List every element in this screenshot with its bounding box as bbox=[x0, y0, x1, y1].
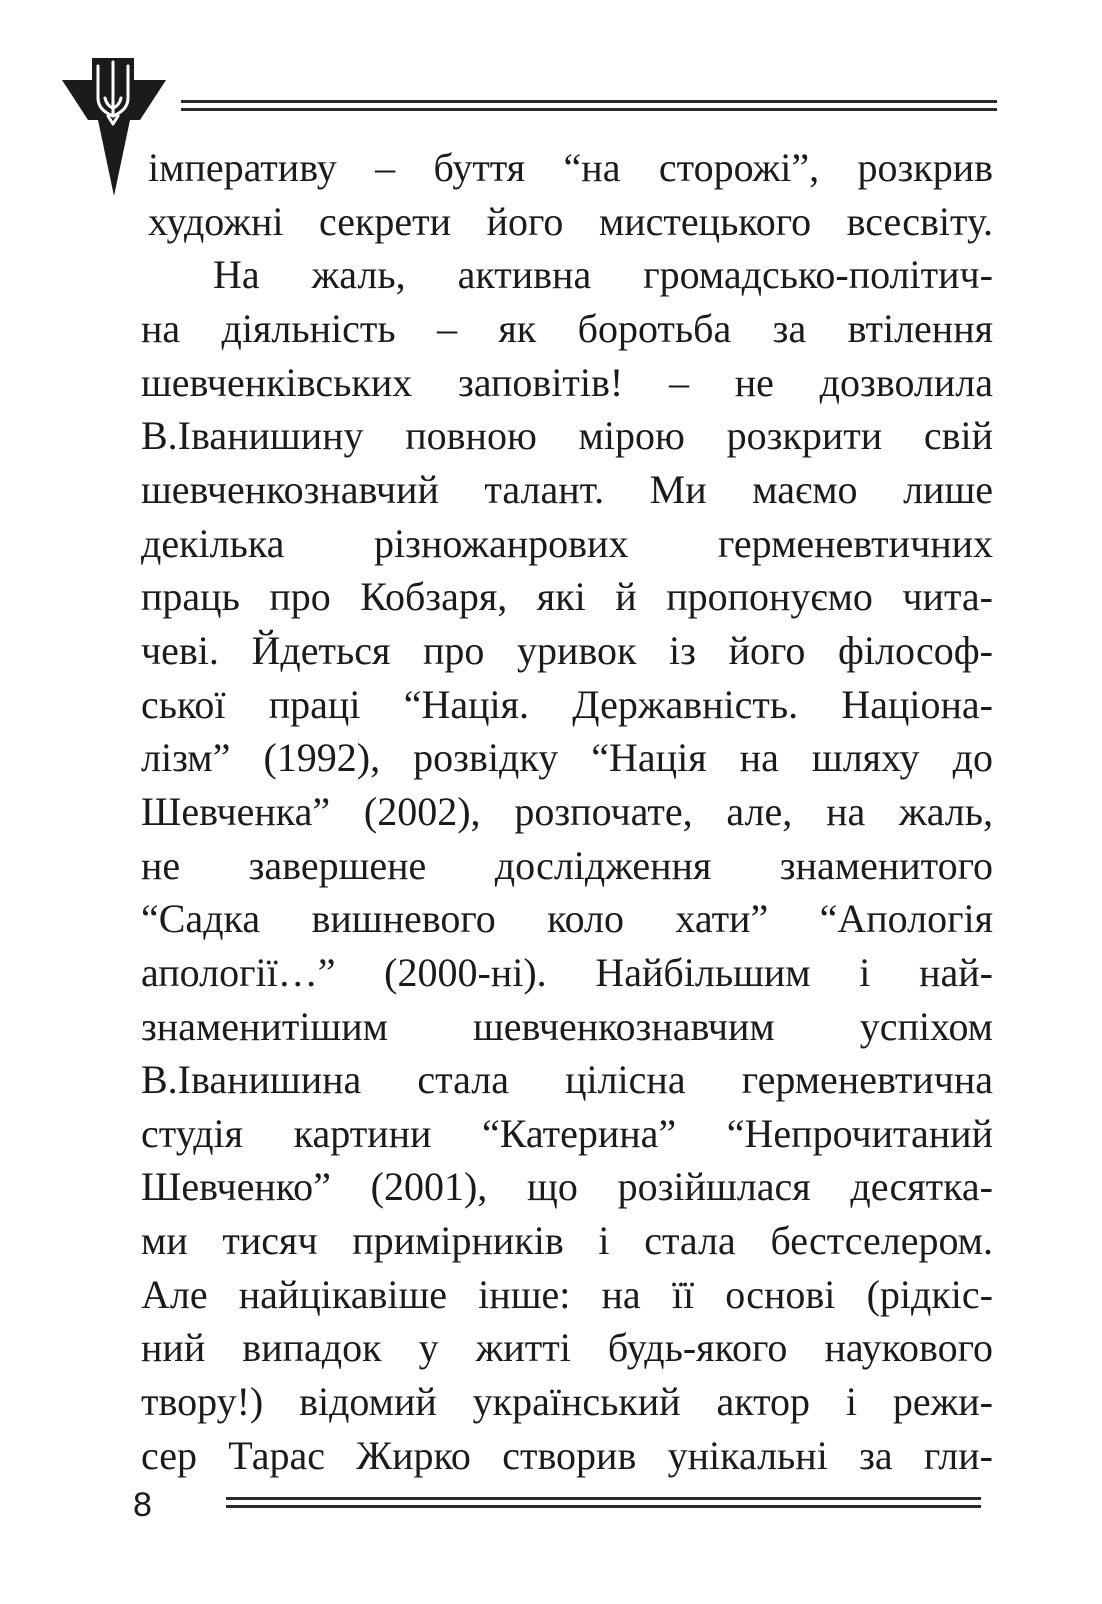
text-line: знаменитішим шевченкознавчим успіхом bbox=[141, 1003, 993, 1049]
text-line: декілька різножанрових герменевтичних bbox=[141, 520, 993, 566]
text-line: твору!) відомий український актор і режи- bbox=[141, 1379, 993, 1425]
text-line: лізм” (1992), розвідку “Нація на шляху до bbox=[141, 735, 993, 781]
text-line: художні секрети його мистецького всесвіту. bbox=[148, 198, 993, 244]
text-line: “Садка вишневого коло хати” “Апологія bbox=[141, 896, 993, 942]
page-number: 8 bbox=[133, 1486, 152, 1524]
text-line: В.Іванишина стала цілісна герменевтична bbox=[141, 1057, 993, 1103]
text-line: праць про Кобзаря, які й пропонуємо чита- bbox=[141, 574, 993, 620]
header-rule-top bbox=[181, 100, 997, 103]
footer-rule-bottom bbox=[226, 1505, 981, 1508]
text-line: чеві. Йдеться про уривок із його філософ- bbox=[141, 627, 993, 673]
body-text bbox=[141, 141, 993, 1482]
text-line: шевченкознавчий талант. Ми маємо лише bbox=[141, 466, 993, 512]
text-line: сер Тарас Жирко створив унікальні за гли- bbox=[141, 1432, 993, 1478]
text-line: шевченківських заповітів! – не дозволила bbox=[141, 359, 993, 405]
text-line: Шевченко” (2001), що розійшлася десятка- bbox=[141, 1164, 993, 1210]
text-line: на діяльність – як боротьба за втілення bbox=[141, 305, 993, 351]
footer-rule-top bbox=[226, 1497, 981, 1500]
text-line: імперативу – буття “на сторожі”, розкрив bbox=[148, 145, 993, 190]
text-line: не завершене дослідження знаменитого bbox=[141, 842, 993, 888]
text-line: ської праці “Нація. Державність. Націона- bbox=[141, 681, 993, 727]
text-line: ний випадок у житті будь-якого наукового bbox=[141, 1325, 993, 1371]
paragraph-first-line: На жаль, активна громадсько-політич- bbox=[213, 252, 993, 298]
text-line: апології…” (2000-ні). Найбільшим і най- bbox=[141, 949, 993, 995]
text-line: ми тисяч примірників і стала бестселером. bbox=[141, 1218, 993, 1264]
text-line: В.Іванишину повною мірою розкрити свій bbox=[141, 413, 993, 459]
text-line: Але найцікавіше інше: на її основі (рідкіс- bbox=[141, 1271, 993, 1317]
text-line: Шевченка” (2002), розпочате, але, на жаль, bbox=[141, 788, 993, 834]
text-line: студія картини “Катерина” “Непрочитаний bbox=[141, 1110, 993, 1156]
header-rule-bottom bbox=[181, 108, 997, 111]
